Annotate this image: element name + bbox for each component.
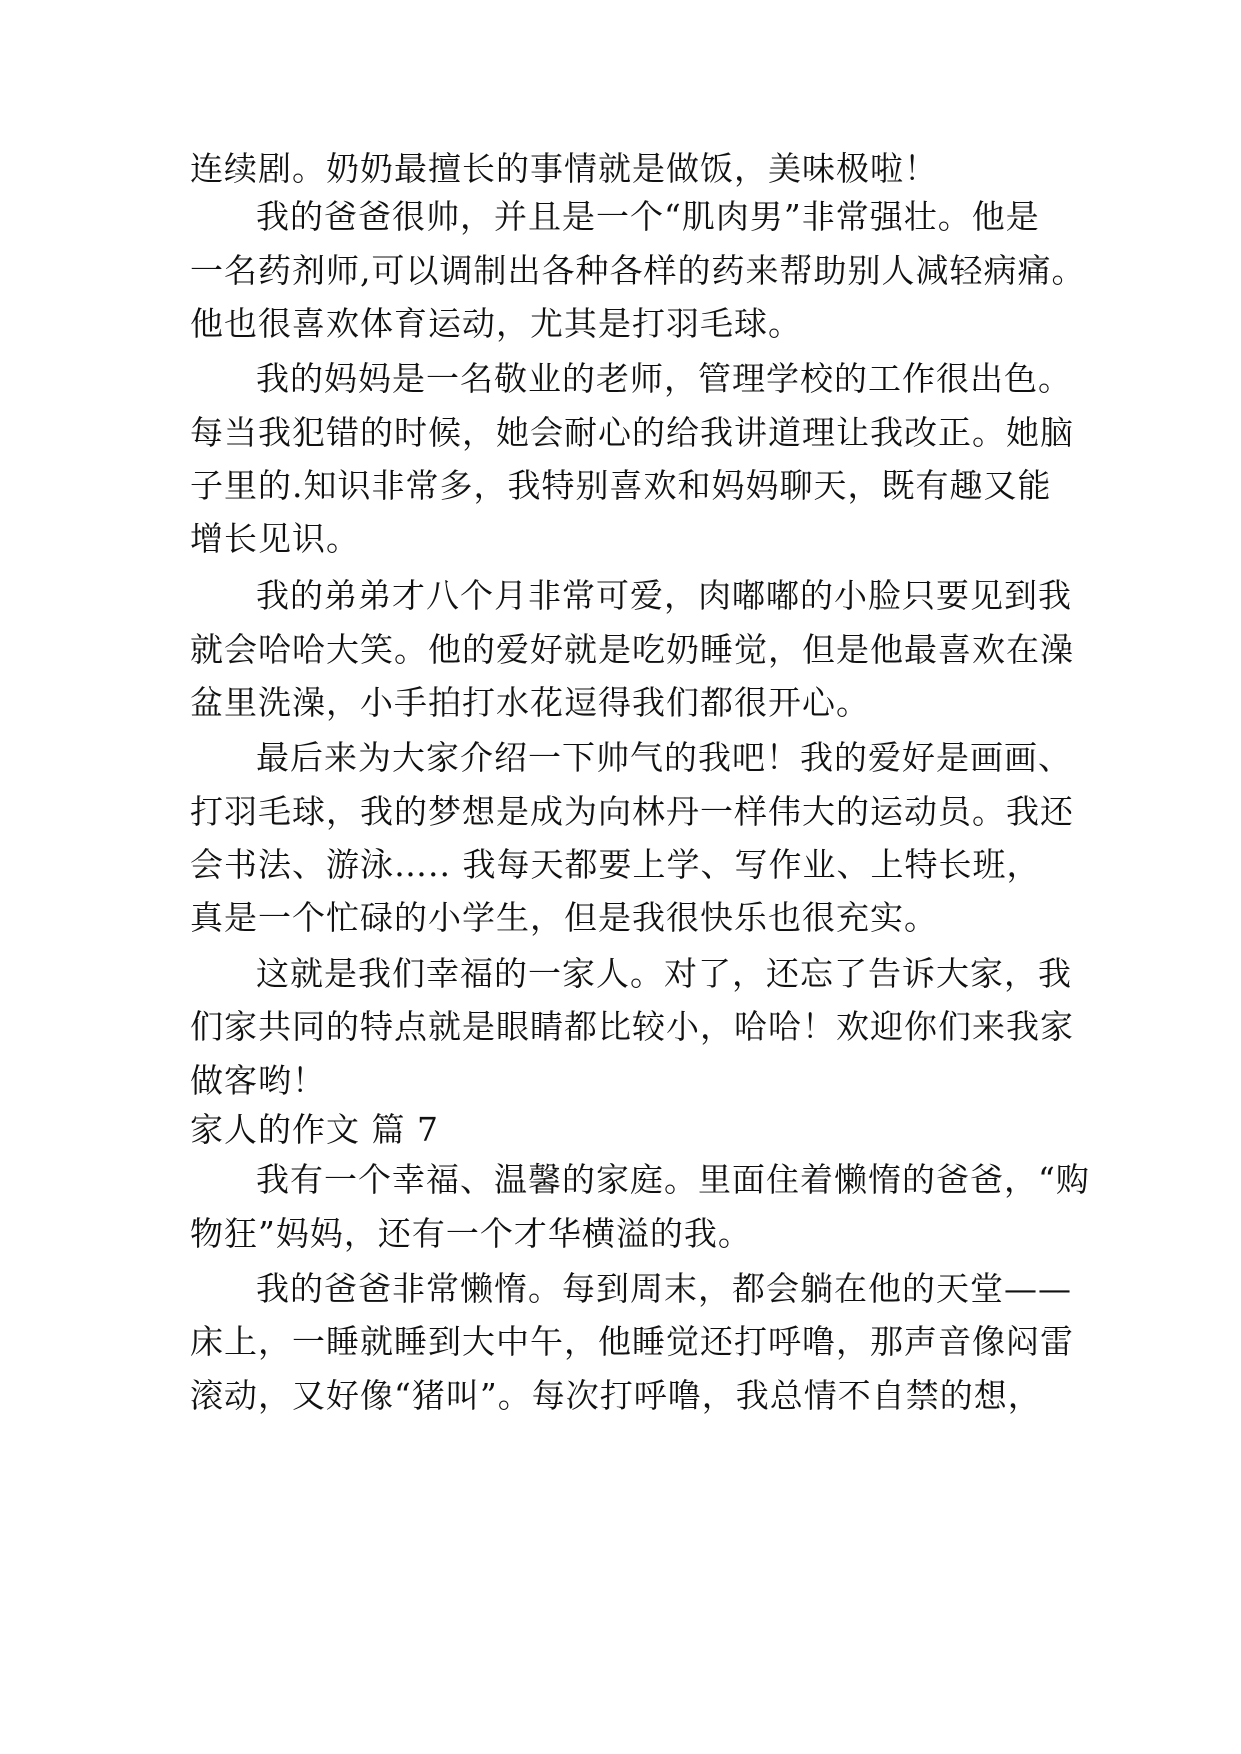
text-line: 每当我犯错的时候，她会耐心的给我讲道理让我改正。她脑 xyxy=(190,413,1074,452)
text-line: 真是一个忙碌的小学生，但是我很快乐也很充实。 xyxy=(190,898,938,937)
text-line: 子里的.知识非常多，我特别喜欢和妈妈聊天，既有趣又能 xyxy=(190,466,1052,505)
paragraph-first-line: 我有一个幸福、温馨的家庭。里面住着懒惰的爸爸，“购 xyxy=(256,1160,1090,1199)
text-line: 床上，一睡就睡到大中午，他睡觉还打呼噜，那声音像闷雷 xyxy=(190,1322,1074,1361)
text-line: 他也很喜欢体育运动，尤其是打羽毛球。 xyxy=(190,304,802,343)
text-line: 做客哟！ xyxy=(190,1061,326,1100)
paragraph-first-line: 最后来为大家介绍一下帅气的我吧！我的爱好是画画、 xyxy=(256,738,1072,777)
paragraph-first-line: 我的弟弟才八个月非常可爱，肉嘟嘟的小脸只要见到我 xyxy=(256,576,1072,615)
text-line: 物狂”妈妈，还有一个才华横溢的我。 xyxy=(190,1214,752,1253)
text-line: 们家共同的特点就是眼睛都比较小，哈哈！欢迎你们来我家 xyxy=(190,1007,1074,1046)
text-line: 盆里洗澡，小手拍打水花逗得我们都很开心。 xyxy=(190,683,870,722)
paragraph-first-line: 这就是我们幸福的一家人。对了，还忘了告诉大家，我 xyxy=(256,954,1072,993)
text-line: 连续剧。奶奶最擅长的事情就是做饭，美味极啦！ xyxy=(190,149,938,188)
paragraph-first-line: 我的爸爸很帅，并且是一个“肌肉男”非常强壮。他是 xyxy=(256,197,1040,236)
text-line: 增长见识。 xyxy=(190,519,360,558)
text-line: 就会哈哈大笑。他的爱好就是吃奶睡觉，但是他最喜欢在澡 xyxy=(190,630,1074,669)
paragraph-first-line: 我的爸爸非常懒惰。每到周末，都会躺在他的天堂—— xyxy=(256,1269,1072,1308)
paragraph-first-line: 我的妈妈是一名敬业的老师，管理学校的工作很出色。 xyxy=(256,359,1072,398)
text-line: 会书法、游泳….. 我每天都要上学、写作业、上特长班， xyxy=(190,845,1041,884)
text-line: 打羽毛球，我的梦想是成为向林丹一样伟大的运动员。我还 xyxy=(190,792,1074,831)
text-line: 一名药剂师,可以调制出各种各样的药来帮助别人减轻病痛。 xyxy=(190,251,1086,290)
section-heading: 家人的作文 篇 7 xyxy=(190,1110,439,1149)
text-line: 滚动，又好像“猪叫”。每次打呼噜，我总情不自禁的想， xyxy=(190,1376,1042,1415)
